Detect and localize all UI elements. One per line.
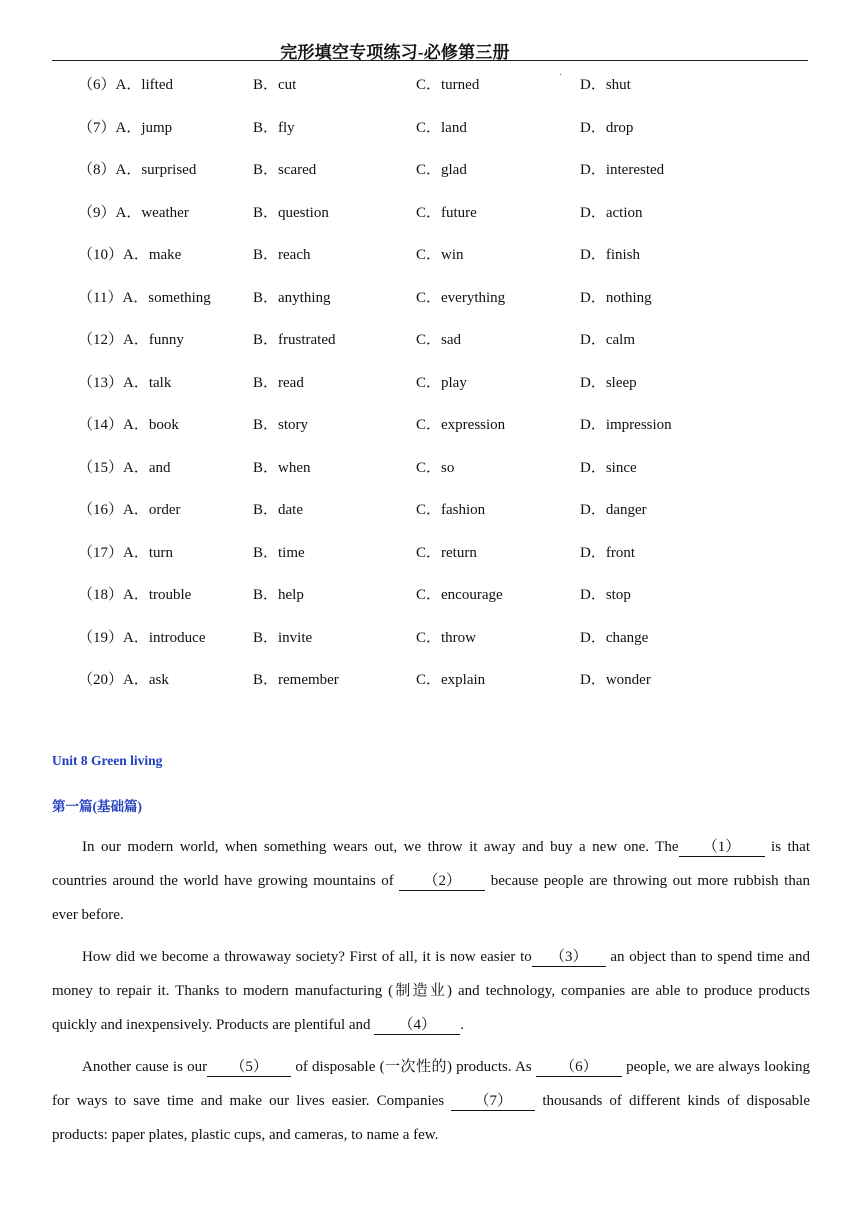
option-c: [416, 456, 454, 477]
option-b: [253, 668, 339, 689]
question-number-and-option-a: [78, 498, 181, 519]
option-text: D．calm: [580, 332, 635, 348]
option-text: C．explain: [416, 672, 486, 688]
question-row: [0, 410, 860, 453]
question-number: （13）A．: [78, 374, 149, 391]
option-text: C．fashion: [416, 502, 486, 518]
option-b: [253, 201, 329, 222]
option-b: [253, 583, 304, 604]
option-text: C．land: [416, 119, 467, 136]
passage-paragraph-3: [52, 1050, 810, 1152]
option-b: [253, 328, 335, 349]
question-number-and-option-a: [78, 158, 196, 179]
option-text: B．when: [253, 459, 311, 476]
option-c: [416, 541, 477, 562]
option-b: [253, 626, 312, 647]
option-b: [253, 413, 308, 434]
passage-paragraph-1: [52, 830, 810, 932]
paragraph-text: thousands of different kinds of disposable products: paper plates, plastic cups, and cameras, to name a few.: [52, 1093, 811, 1143]
option-text: funny: [148, 332, 184, 348]
option-text: ask: [148, 672, 169, 688]
option-text: B．date: [253, 502, 303, 518]
option-text: something: [148, 289, 211, 306]
option-c: [416, 328, 461, 349]
option-text: C．play: [416, 374, 467, 391]
question-row: [0, 70, 860, 113]
option-text: surprised: [141, 162, 197, 178]
option-text: B．remember: [253, 672, 339, 688]
paragraph-text: In our modern world, when something wears out, we throw it away and buy a new one. The: [82, 839, 679, 855]
option-text: C．glad: [416, 162, 467, 178]
option-text: B．time: [253, 544, 305, 561]
option-c: [416, 73, 479, 94]
option-text: C．future: [416, 204, 477, 221]
option-b: [253, 73, 296, 94]
option-c: [416, 583, 503, 604]
option-text: trouble: [148, 587, 192, 603]
blank-4: （4）: [374, 1016, 460, 1035]
question-row: [0, 325, 860, 368]
option-text: B．anything: [253, 289, 331, 306]
option-text: D．stop: [580, 587, 631, 603]
option-text: C．everything: [416, 289, 506, 306]
question-number-and-option-a: [78, 413, 179, 434]
question-row: [0, 580, 860, 623]
question-number-and-option-a: [78, 286, 211, 307]
question-number-and-option-a: [78, 116, 172, 137]
question-row: [0, 155, 860, 198]
question-number-and-option-a: [78, 73, 173, 94]
question-number: （7）A．: [78, 119, 142, 136]
option-text: D．change: [580, 629, 649, 646]
option-text: B．question: [253, 204, 329, 221]
option-text: D．drop: [580, 119, 634, 136]
option-c: [416, 243, 464, 264]
question-row: [0, 538, 860, 581]
option-text: B．read: [253, 374, 304, 391]
option-text: B．fly: [253, 119, 295, 136]
option-text: lifted: [141, 77, 173, 93]
question-number: （16）A．: [78, 502, 149, 518]
option-d: [580, 626, 648, 647]
paragraph-text: is that countries around the world have growing mountains of: [52, 839, 810, 889]
paragraph-text: an object than to spend time and money to repair it. Thanks to modern manufacturing (制造业) and technology, companies are able to produce products quickly and inexpensively. Products are plentiful and: [52, 949, 810, 1033]
question-number: （19）A．: [78, 629, 149, 646]
option-text: D．sleep: [580, 374, 637, 391]
blank-2: （2）: [399, 872, 485, 891]
option-d: [580, 328, 635, 349]
question-number: （17）A．: [78, 544, 149, 561]
page-header-title: 完形填空专项练习-必修第三册: [280, 43, 510, 62]
option-c: [416, 413, 505, 434]
question-number: （6）A．: [78, 77, 142, 93]
option-text: D．interested: [580, 162, 665, 178]
question-number-and-option-a: [78, 456, 171, 477]
paragraph-text: because people are throwing out more rubbish than ever before.: [52, 873, 810, 923]
question-number-and-option-a: [78, 583, 191, 604]
question-number: （18）A．: [78, 587, 149, 603]
option-text: C．win: [416, 247, 464, 263]
option-text: C．sad: [416, 332, 462, 348]
option-d: [580, 498, 647, 519]
option-d: [580, 286, 652, 307]
option-d: [580, 116, 633, 137]
blank-6: （6）: [536, 1058, 622, 1077]
option-text: D．wonder: [580, 672, 651, 688]
question-number-and-option-a: [78, 328, 184, 349]
blank-7: （7）: [451, 1092, 535, 1111]
option-text: D．front: [580, 544, 635, 561]
question-number: （14）A．: [78, 417, 149, 433]
option-text: B．invite: [253, 629, 313, 646]
option-text: make: [148, 247, 182, 263]
question-number-and-option-a: [78, 243, 181, 264]
option-b: [253, 243, 310, 264]
option-text: D．action: [580, 204, 643, 221]
question-number: （10）A．: [78, 247, 149, 263]
option-d: [580, 541, 635, 562]
paragraph-text: Another cause is our: [82, 1059, 208, 1075]
question-row: [0, 495, 860, 538]
option-text: order: [148, 502, 181, 518]
option-text: B．help: [253, 587, 304, 603]
paragraph-text: How did we become a throwaway society? First of all, it is now easier to: [82, 949, 532, 965]
question-row: [0, 623, 860, 666]
option-b: [253, 541, 305, 562]
option-b: [253, 456, 311, 477]
question-number-and-option-a: [78, 201, 189, 222]
option-c: [416, 286, 505, 307]
option-text: D．impression: [580, 417, 672, 433]
question-row: [0, 240, 860, 283]
option-c: [416, 668, 485, 689]
question-number: （8）A．: [78, 162, 142, 178]
stray-dot-mark: ·: [559, 70, 563, 81]
option-text: B．story: [253, 417, 309, 433]
question-number-and-option-a: [78, 541, 173, 562]
question-number-and-option-a: [78, 668, 169, 689]
paragraph-text: of disposable (一次性的) products. As: [291, 1059, 536, 1075]
option-d: [580, 201, 642, 222]
question-number-and-option-a: [78, 371, 171, 392]
question-row: [0, 113, 860, 156]
question-row: [0, 368, 860, 411]
option-d: [580, 413, 672, 434]
option-text: D．since: [580, 459, 637, 476]
option-text: and: [148, 459, 171, 476]
option-text: C．so: [416, 459, 455, 476]
option-text: weather: [141, 204, 189, 221]
section-heading: 第一篇(基础篇): [52, 799, 142, 814]
passage-paragraph-2: [52, 940, 810, 1042]
option-text: D．danger: [580, 502, 647, 518]
blank-3: （3）: [532, 948, 606, 967]
option-b: [253, 498, 303, 519]
option-text: talk: [148, 374, 172, 391]
option-text: D．nothing: [580, 289, 652, 306]
option-c: [416, 158, 467, 179]
question-number: （15）A．: [78, 459, 149, 476]
option-c: [416, 201, 477, 222]
option-d: [580, 583, 631, 604]
option-d: [580, 668, 651, 689]
choice-table: [0, 70, 860, 708]
option-text: B．cut: [253, 77, 297, 93]
option-d: [580, 456, 637, 477]
option-b: [253, 158, 316, 179]
question-number: （20）A．: [78, 672, 149, 688]
option-text: D．finish: [580, 247, 641, 263]
blank-5: （5）: [207, 1058, 291, 1077]
question-number: （9）A．: [78, 204, 142, 221]
option-c: [416, 116, 467, 137]
option-text: C．expression: [416, 417, 506, 433]
option-text: turn: [148, 544, 174, 561]
question-row: [0, 665, 860, 708]
option-d: [580, 243, 640, 264]
option-d: [580, 158, 664, 179]
question-number: （11）A．: [78, 289, 149, 306]
unit-title: Unit 8 Green living: [52, 753, 163, 768]
option-text: introduce: [148, 629, 206, 646]
option-text: C．throw: [416, 629, 477, 646]
question-number-and-option-a: [78, 626, 206, 647]
option-b: [253, 286, 331, 307]
option-c: [416, 498, 485, 519]
option-text: B．reach: [253, 247, 311, 263]
option-c: [416, 371, 467, 392]
paragraph-text: people, we are always looking for ways to save time and make our lives easier. Companies: [52, 1059, 810, 1109]
option-d: [580, 371, 637, 392]
option-d: [580, 73, 631, 94]
question-row: [0, 453, 860, 496]
question-number: （12）A．: [78, 332, 149, 348]
option-b: [253, 116, 295, 137]
question-row: [0, 283, 860, 326]
paragraph-text: .: [460, 1017, 465, 1033]
blank-1: （1）: [679, 838, 765, 857]
header-divider: [52, 60, 808, 61]
option-text: C．turned: [416, 77, 480, 93]
option-text: book: [148, 417, 179, 433]
option-b: [253, 371, 304, 392]
option-text: C．encourage: [416, 587, 503, 603]
option-text: B．scared: [253, 162, 317, 178]
option-text: D．shut: [580, 77, 631, 93]
option-text: C．return: [416, 544, 477, 561]
option-text: jump: [141, 119, 173, 136]
question-row: [0, 198, 860, 241]
option-c: [416, 626, 476, 647]
option-text: B．frustrated: [253, 332, 336, 348]
